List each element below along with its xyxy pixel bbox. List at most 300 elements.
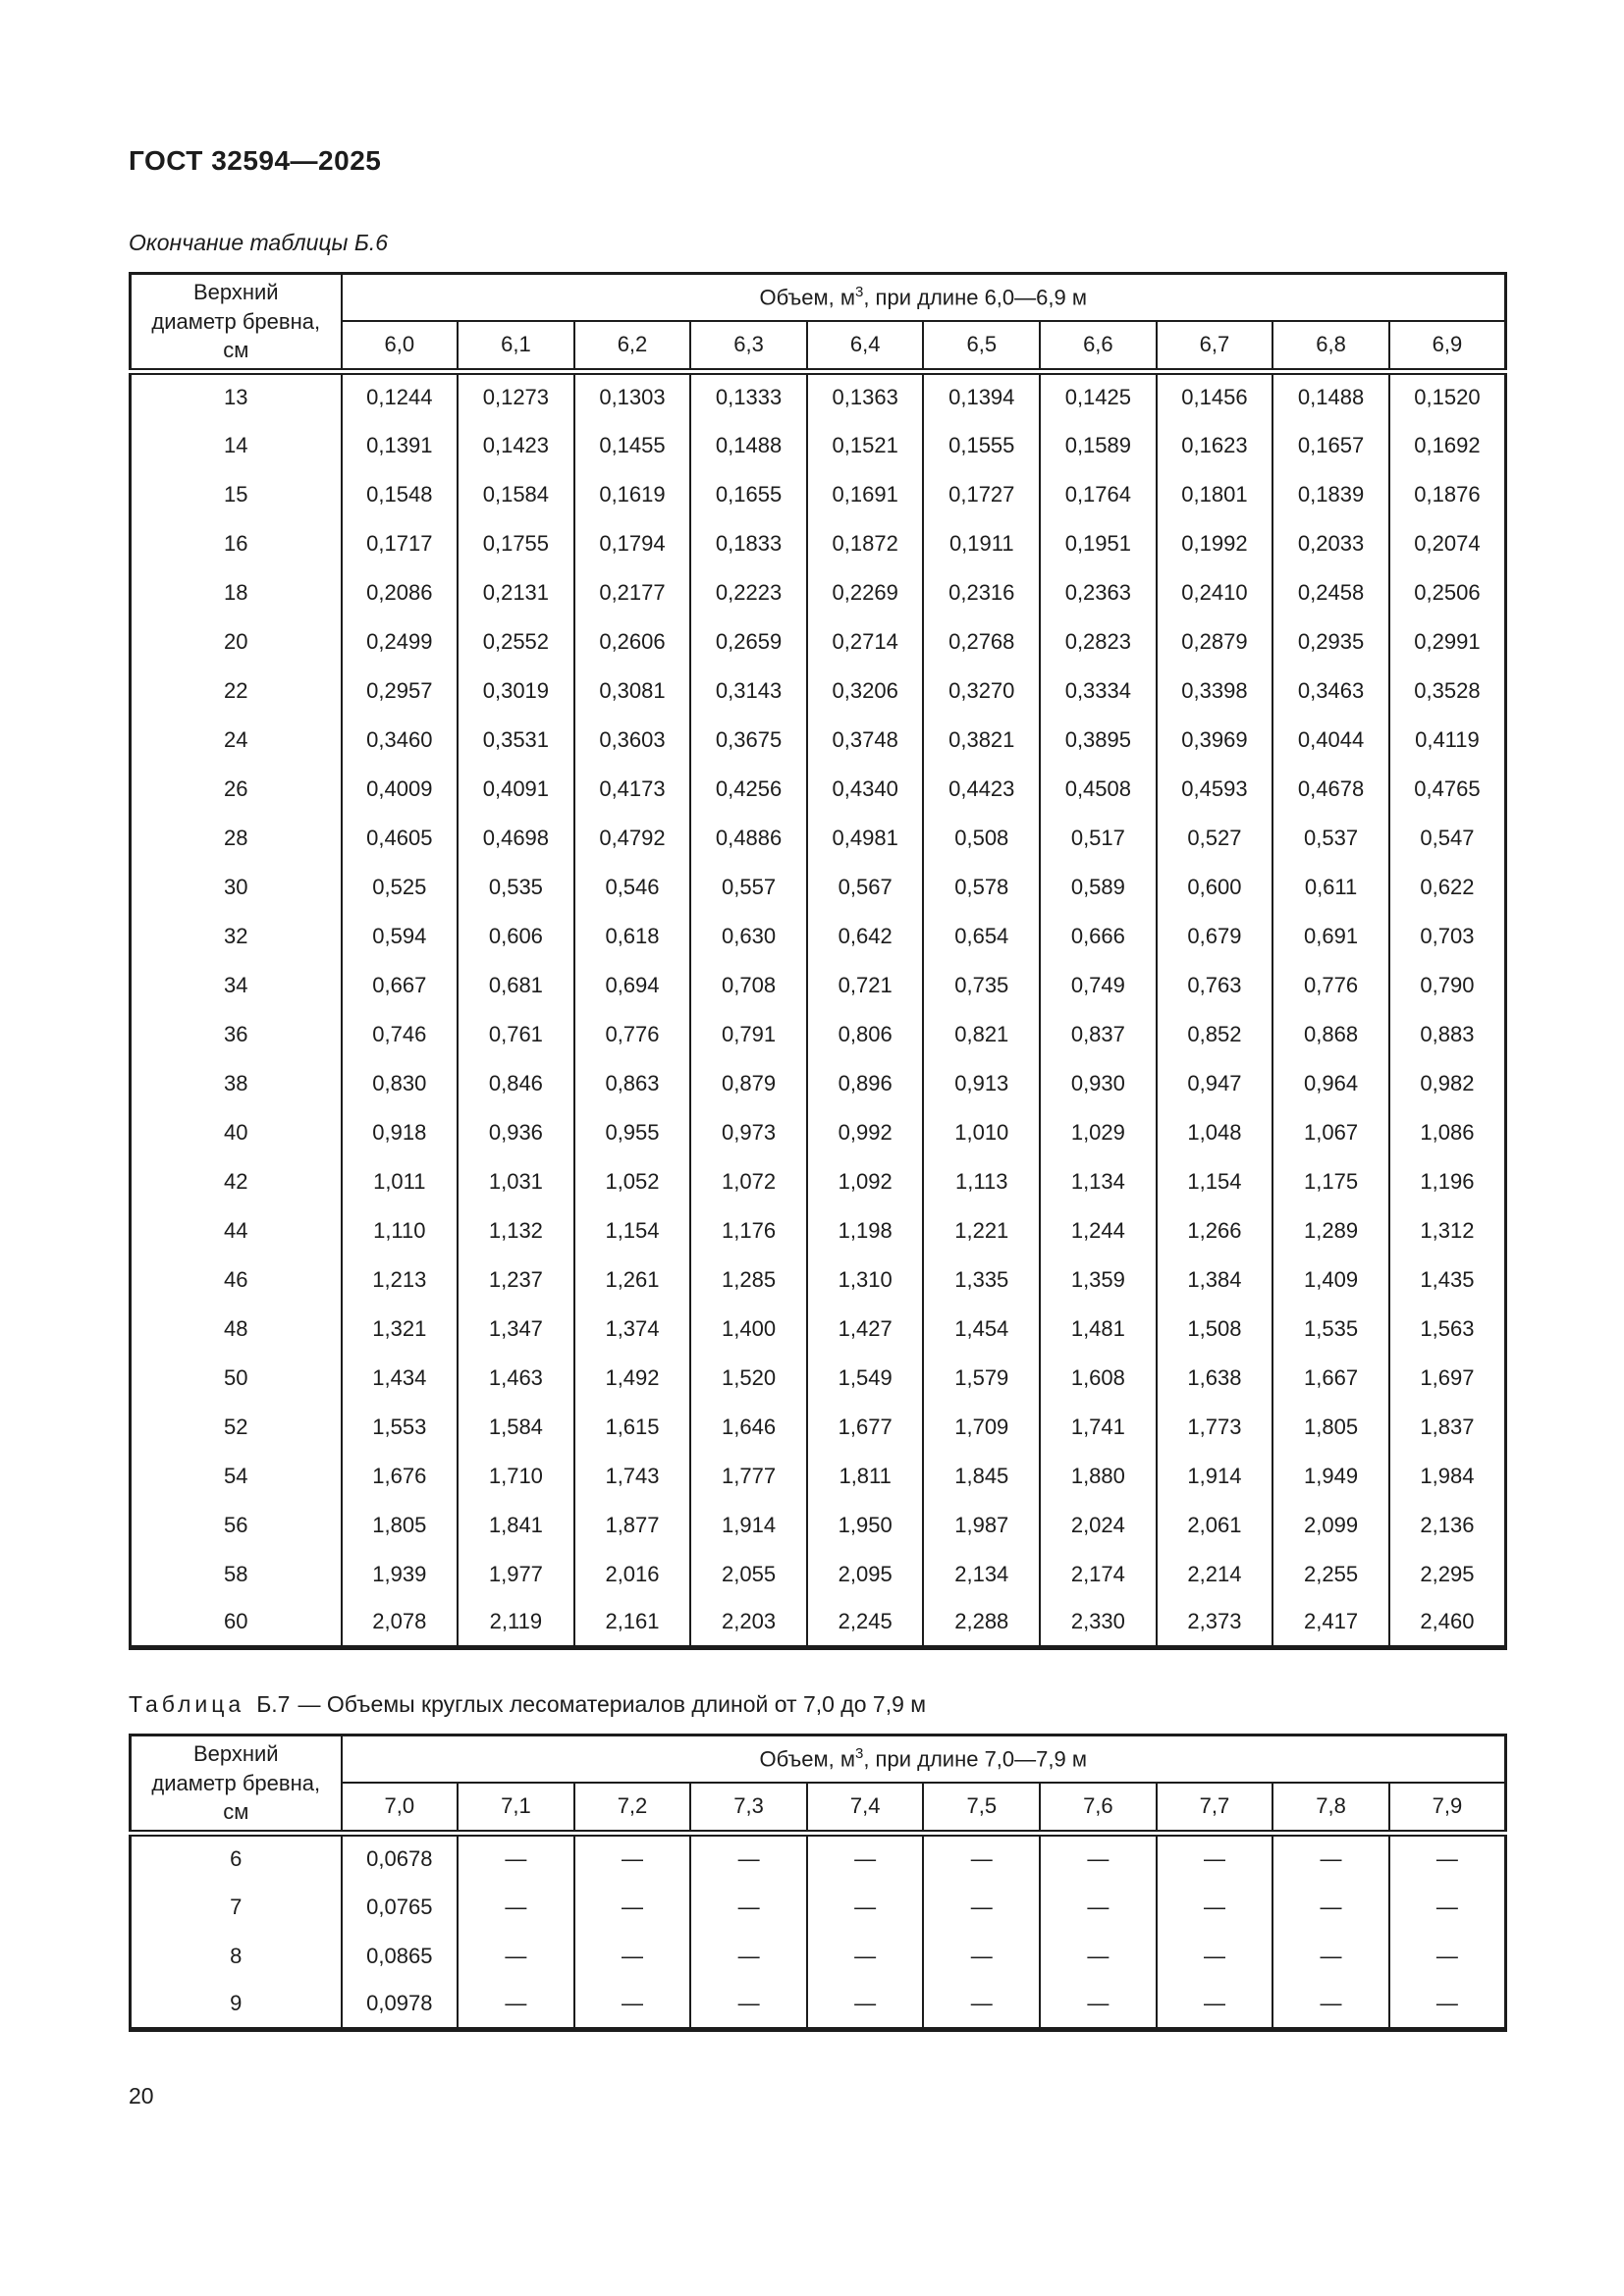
volume-cell: 1,697 — [1389, 1354, 1506, 1403]
diameter-cell: 15 — [224, 481, 248, 507]
volume-cell: 0,600 — [1157, 863, 1273, 912]
volume-cell: — — [1389, 1981, 1506, 2030]
volume-cell: 0,1589 — [1040, 421, 1157, 470]
table-row — [131, 1059, 1506, 1108]
table-row — [131, 765, 1506, 814]
volume-cell: 0,4508 — [1040, 765, 1157, 814]
volume-cell: 0,611 — [1272, 863, 1389, 912]
volume-cell: 1,984 — [1389, 1452, 1506, 1501]
volume-cell: 0,2074 — [1389, 519, 1506, 568]
volume-cell: 0,4886 — [690, 814, 807, 863]
volume-cell: 0,837 — [1040, 1010, 1157, 1059]
column-header: 6,3 — [690, 321, 807, 372]
column-header: 6,1 — [458, 321, 574, 372]
diameter-cell: 13 — [224, 385, 248, 410]
volume-cell: 1,880 — [1040, 1452, 1157, 1501]
table-row — [131, 1157, 1506, 1206]
volume-cell: 0,4678 — [1272, 765, 1389, 814]
column-header: 7,3 — [690, 1783, 807, 1834]
table-b7-caption-text: — Объемы круглых лесоматериалов длиной от 7,0 до 7,9 м — [298, 1691, 927, 1717]
diameter-cell: 56 — [224, 1512, 248, 1537]
volume-cell: 2,288 — [923, 1599, 1040, 1648]
volume-cell: 0,1872 — [807, 519, 924, 568]
volume-cell: 0,0865 — [342, 1932, 459, 1981]
volume-cell: 0,557 — [690, 863, 807, 912]
volume-cell: 0,1423 — [458, 421, 574, 470]
volume-cell: 0,594 — [342, 912, 459, 961]
volume-cell: 0,2499 — [342, 617, 459, 667]
volume-cell: 0,1488 — [690, 421, 807, 470]
volume-cell: 0,2131 — [458, 568, 574, 617]
volume-cell: 0,4593 — [1157, 765, 1273, 814]
volume-cell: 2,119 — [458, 1599, 574, 1648]
volume-cell: 2,055 — [690, 1550, 807, 1599]
column-header: 6,9 — [1389, 321, 1506, 372]
volume-cell: 0,3460 — [342, 716, 459, 765]
volume-cell: 0,776 — [574, 1010, 691, 1059]
volume-cell: 2,078 — [342, 1599, 459, 1648]
volume-cell: 0,791 — [690, 1010, 807, 1059]
volume-cell: 0,537 — [1272, 814, 1389, 863]
volume-cell: 0,3528 — [1389, 667, 1506, 716]
volume-cell: 0,852 — [1157, 1010, 1273, 1059]
volume-cell: 0,618 — [574, 912, 691, 961]
volume-cell: 0,3143 — [690, 667, 807, 716]
volume-cell: 1,553 — [342, 1403, 459, 1452]
volume-cell: 1,029 — [1040, 1108, 1157, 1157]
volume-cell: 0,0765 — [342, 1883, 459, 1932]
volume-cell: 1,608 — [1040, 1354, 1157, 1403]
diameter-cell: 6 — [230, 1846, 243, 1872]
volume-cell: 1,154 — [574, 1206, 691, 1255]
volume-cell: 0,806 — [807, 1010, 924, 1059]
volume-cell: 2,099 — [1272, 1501, 1389, 1550]
volume-cell: 0,746 — [342, 1010, 459, 1059]
volume-cell: — — [1389, 1932, 1506, 1981]
diameter-cell: 26 — [224, 775, 248, 801]
volume-cell: 0,830 — [342, 1059, 459, 1108]
volume-cell: 0,4792 — [574, 814, 691, 863]
volume-cell: 1,837 — [1389, 1403, 1506, 1452]
volume-cell: 0,4256 — [690, 765, 807, 814]
volume-cell: 0,879 — [690, 1059, 807, 1108]
diameter-cell: 54 — [224, 1463, 248, 1488]
volume-cell: — — [1389, 1883, 1506, 1932]
volume-cell: 1,638 — [1157, 1354, 1273, 1403]
column-header: 7,5 — [923, 1783, 1040, 1834]
volume-cell: 0,666 — [1040, 912, 1157, 961]
volume-cell: 0,1520 — [1389, 372, 1506, 421]
volume-cell: 0,642 — [807, 912, 924, 961]
volume-cell: 0,691 — [1272, 912, 1389, 961]
volume-cell: 0,2223 — [690, 568, 807, 617]
volume-cell: 1,811 — [807, 1452, 924, 1501]
volume-cell: 1,213 — [342, 1255, 459, 1305]
volume-cell: 0,964 — [1272, 1059, 1389, 1108]
volume-cell: — — [1040, 1981, 1157, 2030]
volume-cell: 0,4044 — [1272, 716, 1389, 765]
diameter-cell: 48 — [224, 1315, 248, 1341]
volume-cell: 2,161 — [574, 1599, 691, 1648]
diameter-cell: 28 — [224, 825, 248, 850]
volume-cell: 0,2410 — [1157, 568, 1273, 617]
volume-cell: 1,048 — [1157, 1108, 1273, 1157]
volume-cell: 0,2879 — [1157, 617, 1273, 667]
table-row — [131, 1010, 1506, 1059]
volume-cell: 0,2768 — [923, 617, 1040, 667]
volume-cell: 0,4119 — [1389, 716, 1506, 765]
column-header: 7,0 — [342, 1783, 459, 1834]
table-row — [131, 1932, 1506, 1981]
volume-cell: — — [923, 1834, 1040, 1883]
volume-cell: 0,694 — [574, 961, 691, 1010]
volume-cell: 0,1455 — [574, 421, 691, 470]
volume-cell: — — [923, 1981, 1040, 2030]
diameter-cell: 8 — [230, 1943, 243, 1968]
volume-cell: 0,821 — [923, 1010, 1040, 1059]
volume-cell: 1,285 — [690, 1255, 807, 1305]
volume-cell: — — [1272, 1834, 1389, 1883]
volume-cell: 0,1876 — [1389, 470, 1506, 519]
volume-cell: 0,790 — [1389, 961, 1506, 1010]
volume-cell: 0,1764 — [1040, 470, 1157, 519]
volume-cell: 1,086 — [1389, 1108, 1506, 1157]
volume-cell: 1,741 — [1040, 1403, 1157, 1452]
volume-cell: 1,520 — [690, 1354, 807, 1403]
volume-cell: 0,761 — [458, 1010, 574, 1059]
volume-cell: 1,435 — [1389, 1255, 1506, 1305]
volume-cell: 0,1833 — [690, 519, 807, 568]
table-row — [131, 1501, 1506, 1550]
volume-cell: 1,374 — [574, 1305, 691, 1354]
volume-cell: 0,1548 — [342, 470, 459, 519]
volume-cell: 0,527 — [1157, 814, 1273, 863]
volume-cell: 0,3895 — [1040, 716, 1157, 765]
volume-cell: 1,646 — [690, 1403, 807, 1452]
volume-cell: 0,846 — [458, 1059, 574, 1108]
volume-cell: 0,508 — [923, 814, 1040, 863]
volume-cell: 1,777 — [690, 1452, 807, 1501]
volume-cell: 0,4605 — [342, 814, 459, 863]
diameter-cell: 32 — [224, 923, 248, 948]
diameter-cell: 7 — [230, 1894, 243, 1919]
table-row — [131, 863, 1506, 912]
volume-cell: — — [1157, 1834, 1273, 1883]
volume-cell: 1,154 — [1157, 1157, 1273, 1206]
volume-cell: 1,092 — [807, 1157, 924, 1206]
volume-cell: 1,359 — [1040, 1255, 1157, 1305]
volume-cell: 0,1333 — [690, 372, 807, 421]
table-b6-group-header-row — [131, 274, 1506, 321]
volume-cell: 1,110 — [342, 1206, 459, 1255]
volume-cell: 0,3675 — [690, 716, 807, 765]
volume-cell: 0,1839 — [1272, 470, 1389, 519]
volume-cell: 0,1717 — [342, 519, 459, 568]
diameter-cell: 42 — [224, 1168, 248, 1194]
volume-cell: 1,914 — [690, 1501, 807, 1550]
volume-cell: 1,977 — [458, 1550, 574, 1599]
volume-cell: 0,1488 — [1272, 372, 1389, 421]
volume-cell: 0,1456 — [1157, 372, 1273, 421]
volume-cell: 0,776 — [1272, 961, 1389, 1010]
volume-cell: 0,3969 — [1157, 716, 1273, 765]
volume-cell: 0,2935 — [1272, 617, 1389, 667]
volume-cell: 2,460 — [1389, 1599, 1506, 1648]
volume-cell: — — [574, 1883, 691, 1932]
table-row — [131, 1550, 1506, 1599]
volume-cell: 2,136 — [1389, 1501, 1506, 1550]
volume-cell: 1,454 — [923, 1305, 1040, 1354]
volume-cell: 0,2991 — [1389, 617, 1506, 667]
table-row — [131, 421, 1506, 470]
volume-cell: 1,237 — [458, 1255, 574, 1305]
diameter-cell: 22 — [224, 677, 248, 703]
volume-cell: 0,3531 — [458, 716, 574, 765]
volume-cell: 2,245 — [807, 1599, 924, 1648]
volume-cell: 0,3603 — [574, 716, 691, 765]
volume-cell: 1,198 — [807, 1206, 924, 1255]
table-b6-column-group-header — [342, 274, 1506, 321]
volume-cell: 1,335 — [923, 1255, 1040, 1305]
volume-cell: 0,0978 — [342, 1981, 459, 2030]
volume-cell: 1,615 — [574, 1403, 691, 1452]
volume-cell: 0,1584 — [458, 470, 574, 519]
volume-cell: 1,175 — [1272, 1157, 1389, 1206]
volume-cell: 0,973 — [690, 1108, 807, 1157]
diameter-cell: 38 — [224, 1070, 248, 1095]
volume-cell: 0,992 — [807, 1108, 924, 1157]
volume-cell: 0,1303 — [574, 372, 691, 421]
volume-cell: 0,1992 — [1157, 519, 1273, 568]
volume-cell: 1,384 — [1157, 1255, 1273, 1305]
volume-cell: 0,2506 — [1389, 568, 1506, 617]
volume-cell: 1,434 — [342, 1354, 459, 1403]
table-row — [131, 1108, 1506, 1157]
table-b6-row-header-cell: Верхний диаметр бревна, см — [131, 274, 342, 372]
table-b6 — [129, 272, 1507, 1650]
volume-cell: 0,1521 — [807, 421, 924, 470]
volume-cell: 2,203 — [690, 1599, 807, 1648]
volume-cell: — — [1389, 1834, 1506, 1883]
volume-cell: 0,930 — [1040, 1059, 1157, 1108]
volume-cell: 0,896 — [807, 1059, 924, 1108]
table-b7-column-group-header — [342, 1735, 1506, 1783]
diameter-cell: 9 — [230, 1991, 243, 2016]
volume-cell: 1,261 — [574, 1255, 691, 1305]
volume-cell: 0,1623 — [1157, 421, 1273, 470]
diameter-cell: 44 — [224, 1217, 248, 1243]
page-number: 20 — [129, 2083, 154, 2109]
volume-cell: 0,868 — [1272, 1010, 1389, 1059]
diameter-cell: 52 — [224, 1414, 248, 1439]
volume-cell: 0,955 — [574, 1108, 691, 1157]
volume-cell: 0,3398 — [1157, 667, 1273, 716]
volume-cell: 0,4173 — [574, 765, 691, 814]
table-row — [131, 568, 1506, 617]
table-row — [131, 667, 1506, 716]
volume-cell: — — [1040, 1834, 1157, 1883]
volume-cell: — — [807, 1981, 924, 2030]
volume-cell: 1,535 — [1272, 1305, 1389, 1354]
volume-cell: 0,535 — [458, 863, 574, 912]
volume-cell: 2,024 — [1040, 1501, 1157, 1550]
volume-cell: 0,2552 — [458, 617, 574, 667]
volume-cell: — — [690, 1834, 807, 1883]
volume-cell: 1,914 — [1157, 1452, 1273, 1501]
table-b7-caption-word: Таблица — [129, 1691, 245, 1717]
volume-cell: 0,2659 — [690, 617, 807, 667]
volume-cell: 2,295 — [1389, 1550, 1506, 1599]
volume-cell: 1,132 — [458, 1206, 574, 1255]
volume-cell: 1,072 — [690, 1157, 807, 1206]
group-header-superscript: 3 — [854, 284, 864, 301]
volume-cell: 0,3081 — [574, 667, 691, 716]
volume-cell: — — [458, 1834, 574, 1883]
volume-cell: 1,221 — [923, 1206, 1040, 1255]
table-row — [131, 1354, 1506, 1403]
volume-cell: 0,546 — [574, 863, 691, 912]
volume-cell: 1,176 — [690, 1206, 807, 1255]
volume-cell: 1,939 — [342, 1550, 459, 1599]
volume-cell: 1,463 — [458, 1354, 574, 1403]
table-row — [131, 1452, 1506, 1501]
volume-cell: 0,1727 — [923, 470, 1040, 519]
volume-cell: 0,2177 — [574, 568, 691, 617]
volume-cell: — — [690, 1981, 807, 2030]
volume-cell: — — [1272, 1981, 1389, 2030]
volume-cell: 0,1794 — [574, 519, 691, 568]
volume-cell: — — [458, 1883, 574, 1932]
column-header: 7,1 — [458, 1783, 574, 1834]
diameter-cell: 24 — [224, 726, 248, 752]
table-b7-caption — [129, 1691, 1509, 1718]
volume-cell: — — [807, 1883, 924, 1932]
volume-cell: 0,2086 — [342, 568, 459, 617]
document-code: ГОСТ 32594—2025 — [129, 145, 382, 176]
volume-cell: — — [574, 1981, 691, 2030]
table-row — [131, 1305, 1506, 1354]
volume-cell: 2,095 — [807, 1550, 924, 1599]
volume-cell: 1,310 — [807, 1255, 924, 1305]
diameter-cell: 34 — [224, 972, 248, 997]
volume-cell: — — [1157, 1883, 1273, 1932]
volume-cell: 0,1391 — [342, 421, 459, 470]
volume-cell: 1,400 — [690, 1305, 807, 1354]
table-row — [131, 617, 1506, 667]
column-header: 6,8 — [1272, 321, 1389, 372]
volume-cell: 1,950 — [807, 1501, 924, 1550]
volume-cell: — — [807, 1932, 924, 1981]
diameter-cell: 46 — [224, 1266, 248, 1292]
volume-cell: 0,2458 — [1272, 568, 1389, 617]
volume-cell: 0,3270 — [923, 667, 1040, 716]
table-row — [131, 912, 1506, 961]
column-header: 6,4 — [807, 321, 924, 372]
table-b7-group-header-row — [131, 1735, 1506, 1783]
volume-cell: — — [1272, 1932, 1389, 1981]
volume-cell: — — [690, 1883, 807, 1932]
volume-cell: 0,1555 — [923, 421, 1040, 470]
volume-cell: 1,805 — [342, 1501, 459, 1550]
volume-cell: 1,743 — [574, 1452, 691, 1501]
volume-cell: — — [458, 1981, 574, 2030]
volume-cell: 0,578 — [923, 863, 1040, 912]
volume-cell: 0,1425 — [1040, 372, 1157, 421]
volume-cell: 0,681 — [458, 961, 574, 1010]
volume-cell: 2,330 — [1040, 1599, 1157, 1648]
volume-cell: 1,289 — [1272, 1206, 1389, 1255]
volume-cell: 0,2823 — [1040, 617, 1157, 667]
volume-cell: 0,3019 — [458, 667, 574, 716]
volume-cell: 1,579 — [923, 1354, 1040, 1403]
volume-cell: 1,031 — [458, 1157, 574, 1206]
volume-cell: 1,321 — [342, 1305, 459, 1354]
volume-cell: 1,067 — [1272, 1108, 1389, 1157]
volume-cell: 0,2269 — [807, 568, 924, 617]
volume-cell: 1,409 — [1272, 1255, 1389, 1305]
volume-cell: 1,987 — [923, 1501, 1040, 1550]
table-b7-row-header-cell: Верхний диаметр бревна, см — [131, 1735, 342, 1834]
volume-cell: 0,1619 — [574, 470, 691, 519]
volume-cell: — — [1272, 1883, 1389, 1932]
volume-cell: 0,1691 — [807, 470, 924, 519]
volume-cell: 0,749 — [1040, 961, 1157, 1010]
volume-cell: 1,266 — [1157, 1206, 1273, 1255]
volume-cell: 0,2033 — [1272, 519, 1389, 568]
volume-cell: 0,3463 — [1272, 667, 1389, 716]
volume-cell: 0,2606 — [574, 617, 691, 667]
volume-cell: 1,312 — [1389, 1206, 1506, 1255]
volume-cell: 1,549 — [807, 1354, 924, 1403]
column-header: 7,7 — [1157, 1783, 1273, 1834]
volume-cell: 1,563 — [1389, 1305, 1506, 1354]
volume-cell: 0,721 — [807, 961, 924, 1010]
volume-cell: 0,703 — [1389, 912, 1506, 961]
volume-cell: 0,1363 — [807, 372, 924, 421]
volume-cell: 1,052 — [574, 1157, 691, 1206]
volume-cell: 0,918 — [342, 1108, 459, 1157]
volume-cell: 1,481 — [1040, 1305, 1157, 1354]
volume-cell: 2,061 — [1157, 1501, 1273, 1550]
volume-cell: 1,492 — [574, 1354, 691, 1403]
volume-cell: 0,4981 — [807, 814, 924, 863]
volume-cell: 0,567 — [807, 863, 924, 912]
volume-cell: 0,2363 — [1040, 568, 1157, 617]
volume-cell: 1,949 — [1272, 1452, 1389, 1501]
volume-cell: 0,3206 — [807, 667, 924, 716]
volume-cell: 0,667 — [342, 961, 459, 1010]
volume-cell: — — [574, 1932, 691, 1981]
volume-cell: 2,255 — [1272, 1550, 1389, 1599]
volume-cell: 0,1951 — [1040, 519, 1157, 568]
volume-cell: 0,547 — [1389, 814, 1506, 863]
volume-cell: 0,2957 — [342, 667, 459, 716]
volume-cell: — — [807, 1834, 924, 1883]
volume-cell: 0,913 — [923, 1059, 1040, 1108]
table-row — [131, 1206, 1506, 1255]
column-header: 6,2 — [574, 321, 691, 372]
volume-cell: 0,679 — [1157, 912, 1273, 961]
volume-cell: 1,011 — [342, 1157, 459, 1206]
volume-cell: 0,4340 — [807, 765, 924, 814]
diameter-cell: 30 — [224, 874, 248, 899]
volume-cell: 0,2714 — [807, 617, 924, 667]
volume-cell: 0,1394 — [923, 372, 1040, 421]
volume-cell: 0,1657 — [1272, 421, 1389, 470]
volume-cell: 1,508 — [1157, 1305, 1273, 1354]
volume-cell: 1,676 — [342, 1452, 459, 1501]
volume-cell: 1,196 — [1389, 1157, 1506, 1206]
